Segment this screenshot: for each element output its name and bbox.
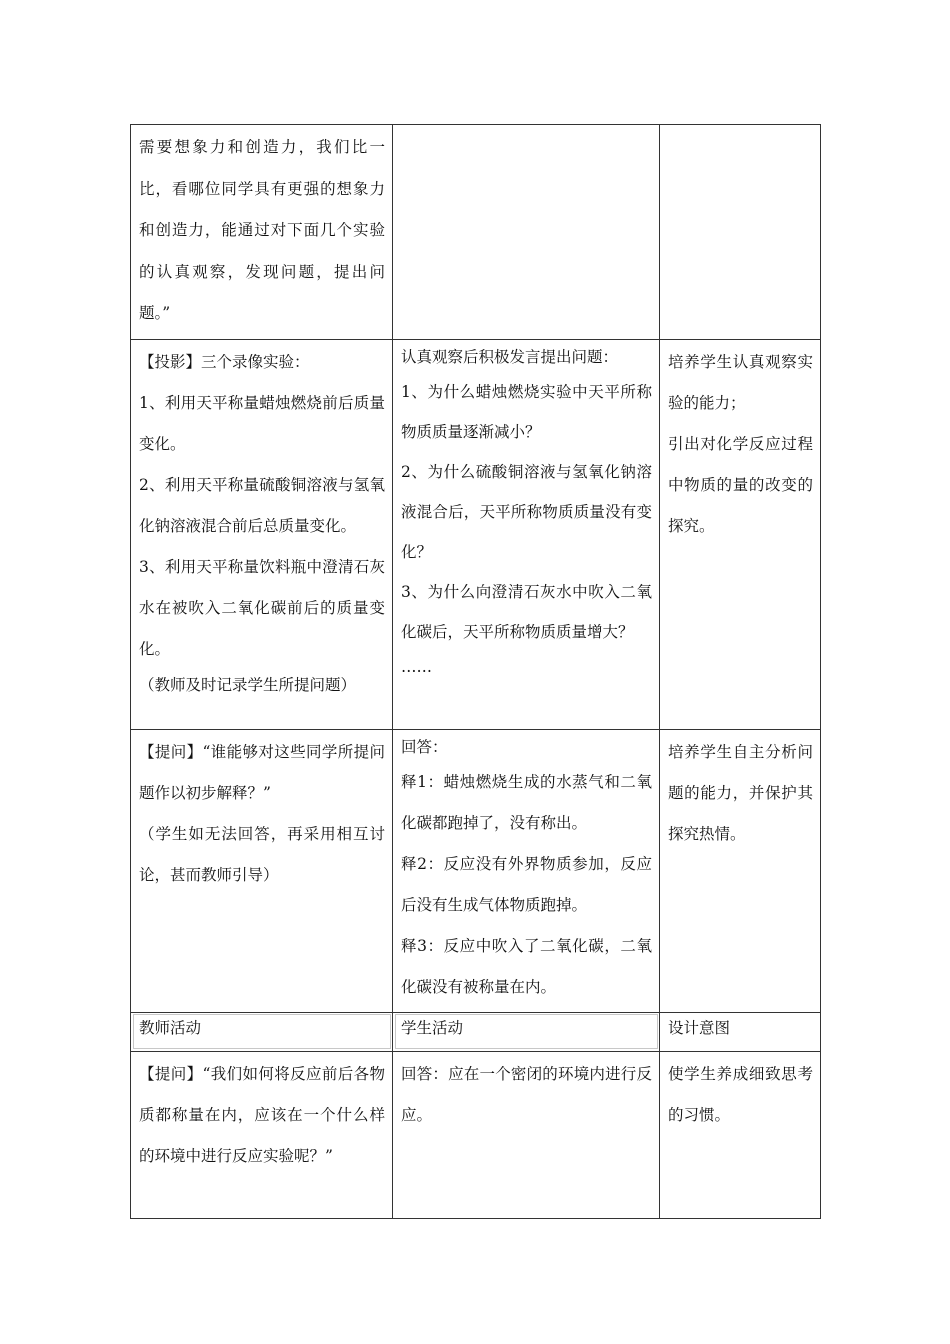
paragraph: 释3：反应中吹入了二氧化碳，二氧化碳没有被称量在内。 — [401, 936, 652, 996]
teacher-activity-cell — [131, 339, 393, 729]
paragraph: 2、利用天平称量硫酸铜溶液与氢氧化钠溶液混合前后总质量变化。 — [139, 475, 385, 535]
header-label: 设计意图 — [668, 1018, 731, 1037]
column-header-teacher — [131, 1012, 393, 1051]
paragraph: （教师及时记录学生所提问题） — [139, 675, 357, 694]
student-activity-cell — [393, 339, 660, 729]
paragraph: 【提问】“我们如何将反应前后各物质都称量在内，应该在一个什么样的环境中进行反应实验呢？” — [139, 1064, 385, 1165]
student-activity-cell — [393, 125, 660, 340]
design-intent-cell — [660, 339, 821, 729]
paragraph: （学生如无法回答，再采用相互讨论，甚而教师引导） — [139, 824, 385, 884]
table-row — [131, 729, 821, 1012]
column-header-intent — [660, 1012, 821, 1051]
column-header-student — [393, 1012, 660, 1051]
teacher-activity-cell — [131, 1051, 393, 1218]
header-label: 学生活动 — [401, 1018, 464, 1037]
lesson-plan-table — [130, 124, 821, 1219]
student-activity-cell — [393, 729, 660, 1012]
paragraph: 2、为什么硫酸铜溶液与氢氧化钠溶液混合后，天平所称物质质量没有变化？ — [401, 462, 652, 561]
paragraph: 需要想象力和创造力，我们比一比，看哪位同学具有更强的想象力和创造力，能通过对下面几个实验的认真观察，发现问题，提出问题。” — [139, 138, 385, 322]
paragraph: 使学生养成细致思考的习惯。 — [668, 1064, 813, 1124]
paragraph: 3、利用天平称量饮料瓶中澄清石灰水在被吹入二氧化碳前后的质量变化。 — [139, 557, 385, 658]
table-row — [131, 1051, 821, 1218]
paragraph: 回答：应在一个密闭的环境内进行反应。 — [401, 1064, 652, 1124]
paragraph: 3、为什么向澄清石灰水中吹入二氧化碳后，天平所称物质质量增大？ — [401, 582, 652, 641]
paragraph: 1、为什么蜡烛燃烧实验中天平所称物质质量逐渐减小？ — [401, 382, 652, 441]
paragraph: 引出对化学反应过程中物质的量的改变的探究。 — [668, 434, 813, 535]
paragraph: 1、利用天平称量蜡烛燃烧前后质量变化。 — [139, 393, 385, 453]
paragraph: 释2：反应没有外界物质参加，反应后没有生成气体物质跑掉。 — [401, 854, 652, 914]
paragraph: 【投影】三个录像实验： — [139, 352, 310, 371]
paragraph: 【提问】“谁能够对这些同学所提问题作以初步解释？” — [139, 742, 385, 802]
table-row — [131, 339, 821, 729]
header-label: 教师活动 — [139, 1018, 202, 1037]
paragraph: 培养学生自主分析问题的能力，并保护其探究热情。 — [668, 742, 813, 843]
design-intent-cell — [660, 125, 821, 340]
paragraph: 认真观察后积极发言提出问题： — [401, 347, 619, 366]
paragraph: …… — [401, 657, 432, 676]
paragraph: 回答： — [401, 737, 448, 756]
paragraph: 培养学生认真观察实验的能力； — [668, 352, 813, 412]
table-row — [131, 125, 821, 340]
paragraph: 释1：蜡烛燃烧生成的水蒸气和二氧化碳都跑掉了，没有称出。 — [401, 772, 652, 832]
table-header-row — [131, 1012, 821, 1051]
teacher-activity-cell — [131, 729, 393, 1012]
teacher-activity-cell — [131, 125, 393, 340]
student-activity-cell — [393, 1051, 660, 1218]
design-intent-cell — [660, 1051, 821, 1218]
design-intent-cell — [660, 729, 821, 1012]
